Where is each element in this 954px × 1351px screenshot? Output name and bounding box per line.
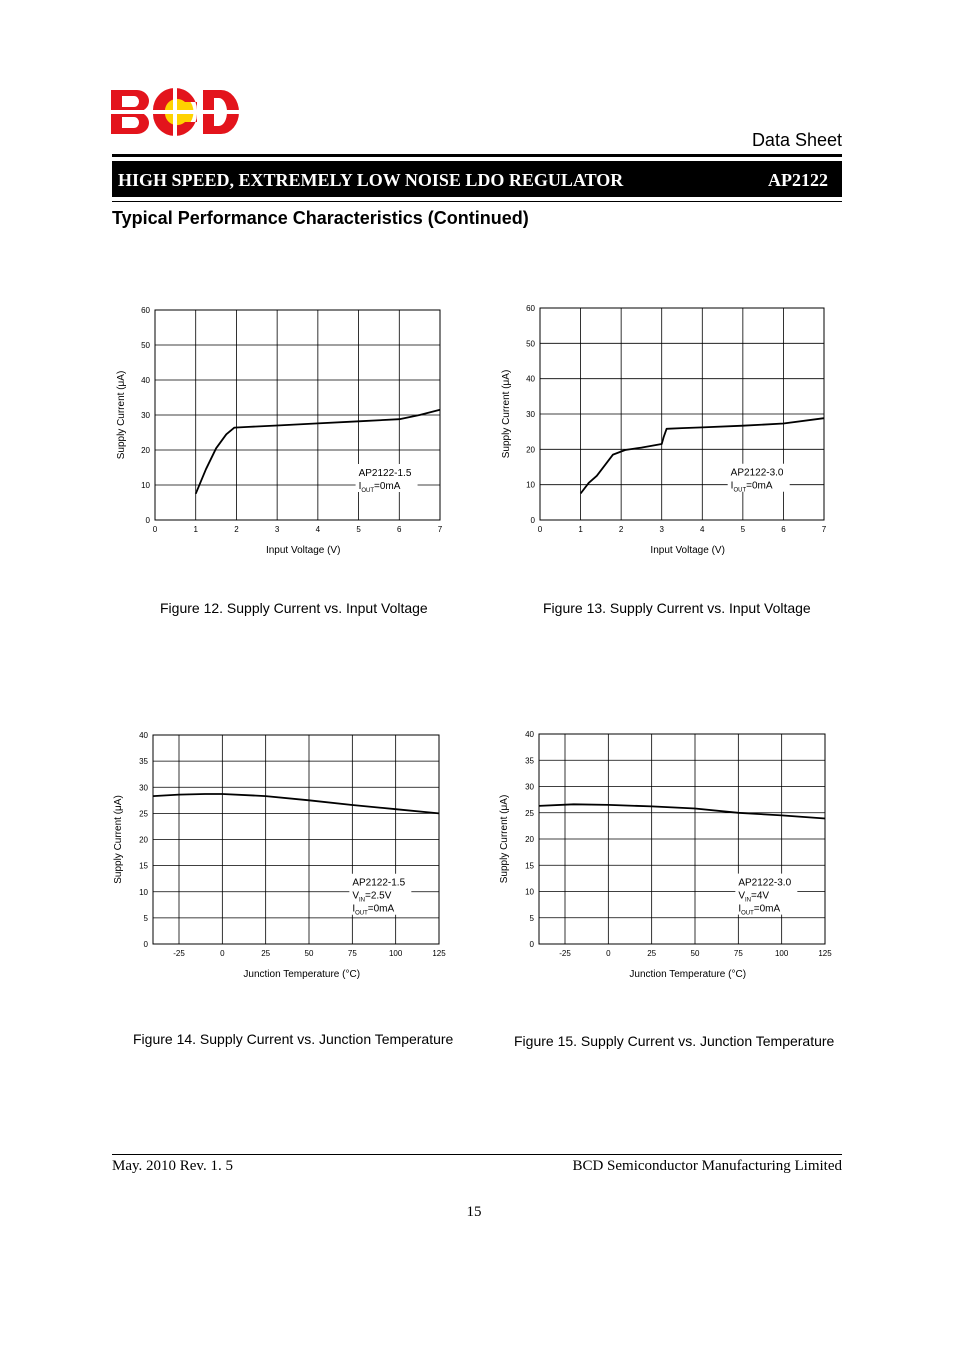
annotation-condition: $V_{IN}=4V$ bbox=[738, 890, 770, 904]
x-tick-label: 6 bbox=[781, 525, 786, 534]
bcd-logo bbox=[109, 88, 241, 136]
x-tick-label: 5 bbox=[356, 525, 361, 534]
y-axis-label: Supply Current (μA) bbox=[499, 794, 510, 884]
x-tick-label: -25 bbox=[173, 949, 185, 958]
x-tick-label: 125 bbox=[432, 949, 446, 958]
chart-fig13 bbox=[500, 298, 840, 558]
caption-fig13: Figure 13. Supply Current vs. Input Voltage bbox=[543, 600, 811, 616]
x-tick-label: 0 bbox=[606, 949, 611, 958]
y-tick-label: 10 bbox=[526, 480, 535, 490]
y-tick-label: 25 bbox=[525, 808, 534, 818]
y-tick-label: 20 bbox=[525, 835, 534, 844]
header-rule bbox=[112, 154, 842, 157]
x-tick-label: 2 bbox=[618, 525, 624, 534]
x-tick-label: 100 bbox=[388, 949, 403, 958]
y-tick-label: 25 bbox=[139, 809, 148, 819]
x-tick-label: 4 bbox=[315, 525, 321, 534]
x-tick-label: 25 bbox=[261, 949, 271, 958]
y-tick-label: 5 bbox=[529, 913, 534, 923]
annotation-part: AP2122-1.5 bbox=[352, 877, 406, 889]
x-tick-label: 7 bbox=[437, 525, 443, 534]
y-tick-label: 0 bbox=[529, 940, 534, 949]
y-tick-label: 50 bbox=[526, 339, 535, 349]
document-title: HIGH SPEED, EXTREMELY LOW NOISE LDO REGULATOR bbox=[118, 170, 624, 190]
section-title: Typical Performance Characteristics (Continued) bbox=[112, 208, 529, 228]
chart-fig14 bbox=[112, 725, 457, 987]
y-tick-label: 15 bbox=[139, 861, 148, 871]
y-tick-label: 60 bbox=[526, 304, 535, 313]
y-tick-label: 5 bbox=[143, 913, 148, 923]
x-tick-label: 4 bbox=[700, 525, 705, 534]
x-tick-label: 125 bbox=[818, 949, 832, 958]
footer-company: BCD Semiconductor Manufacturing Limited bbox=[572, 1158, 842, 1174]
chart-fig12 bbox=[115, 300, 455, 560]
caption-fig12: Figure 12. Supply Current vs. Input Voltage bbox=[160, 600, 428, 616]
doc-type-label: Data Sheet bbox=[751, 130, 842, 150]
x-tick-label: 2 bbox=[234, 525, 239, 534]
y-tick-label: 20 bbox=[139, 835, 148, 845]
y-tick-label: 10 bbox=[139, 887, 148, 897]
title-bar bbox=[112, 161, 842, 197]
y-tick-label: 30 bbox=[526, 410, 535, 419]
chart-fig15 bbox=[498, 724, 843, 986]
x-tick-label: 50 bbox=[690, 949, 700, 958]
x-tick-label: 0 bbox=[537, 525, 543, 534]
x-axis-label: Junction Temperature (°C) bbox=[243, 969, 361, 980]
y-tick-label: 40 bbox=[141, 376, 150, 385]
title-underline bbox=[112, 201, 842, 202]
y-axis-label: Supply Current (μA) bbox=[116, 370, 127, 460]
x-tick-label: 5 bbox=[740, 525, 746, 534]
annotation-part: AP2122-1.5 bbox=[358, 468, 412, 479]
y-tick-label: 30 bbox=[525, 782, 534, 792]
annotation-condition: $I_{OUT}=0mA$ bbox=[730, 480, 773, 494]
x-tick-label: 0 bbox=[220, 949, 225, 958]
y-tick-label: 40 bbox=[139, 731, 148, 740]
y-tick-label: 50 bbox=[141, 341, 150, 350]
y-axis-label: Supply Current (μA) bbox=[501, 369, 512, 459]
caption-fig14: Figure 14. Supply Current vs. Junction Temperature bbox=[133, 1031, 454, 1047]
y-tick-label: 10 bbox=[525, 887, 534, 897]
annotation-condition: $V_{IN}=2.5V$ bbox=[352, 890, 392, 904]
annotation-condition: $I_{OUT}=0mA$ bbox=[352, 903, 395, 917]
annotation-part: AP2122-3.0 bbox=[738, 877, 792, 889]
part-number: AP2122 bbox=[768, 170, 828, 190]
x-axis-label: Input Voltage (V) bbox=[650, 545, 725, 556]
x-tick-label: 6 bbox=[397, 525, 402, 534]
caption-fig15: Figure 15. Supply Current vs. Junction Temperature bbox=[514, 1033, 835, 1049]
footer-date-rev: May. 2010 Rev. 1. 5 bbox=[112, 1158, 233, 1174]
x-tick-label: 25 bbox=[647, 949, 657, 958]
y-tick-label: 40 bbox=[526, 374, 535, 384]
x-tick-label: -25 bbox=[559, 949, 571, 958]
y-tick-label: 30 bbox=[141, 411, 150, 420]
x-axis-label: Input Voltage (V) bbox=[265, 545, 341, 556]
x-tick-label: 75 bbox=[733, 949, 743, 958]
y-tick-label: 0 bbox=[145, 516, 150, 525]
y-tick-label: 0 bbox=[143, 940, 148, 949]
x-tick-label: 3 bbox=[274, 525, 280, 534]
series-line bbox=[153, 794, 439, 813]
x-tick-label: 3 bbox=[659, 525, 664, 534]
y-axis-label: Supply Current (μA) bbox=[113, 795, 124, 884]
y-tick-label: 10 bbox=[141, 481, 150, 490]
series-line bbox=[539, 804, 825, 818]
y-tick-label: 0 bbox=[530, 516, 535, 525]
annotation-condition: $I_{OUT}=0mA$ bbox=[738, 903, 781, 917]
y-tick-label: 35 bbox=[525, 756, 534, 766]
x-tick-label: 7 bbox=[821, 525, 827, 534]
x-tick-label: 1 bbox=[193, 525, 198, 534]
annotation-condition: $I_{OUT}=0mA$ bbox=[358, 481, 401, 494]
footer-rule bbox=[112, 1154, 842, 1155]
y-tick-label: 40 bbox=[525, 730, 534, 739]
y-tick-label: 60 bbox=[141, 306, 150, 315]
x-tick-label: 50 bbox=[304, 949, 314, 958]
y-tick-label: 35 bbox=[139, 757, 148, 767]
x-tick-label: 75 bbox=[347, 949, 357, 958]
y-tick-label: 20 bbox=[526, 445, 535, 455]
y-tick-label: 20 bbox=[141, 446, 150, 455]
y-tick-label: 15 bbox=[525, 861, 534, 871]
x-tick-label: 100 bbox=[774, 949, 789, 958]
annotation-part: AP2122-3.0 bbox=[730, 467, 784, 479]
x-axis-label: Junction Temperature (°C) bbox=[629, 969, 747, 980]
y-tick-label: 30 bbox=[139, 783, 148, 793]
x-tick-label: 0 bbox=[152, 525, 158, 534]
page-number: 15 bbox=[466, 1204, 482, 1220]
x-tick-label: 1 bbox=[578, 525, 583, 534]
